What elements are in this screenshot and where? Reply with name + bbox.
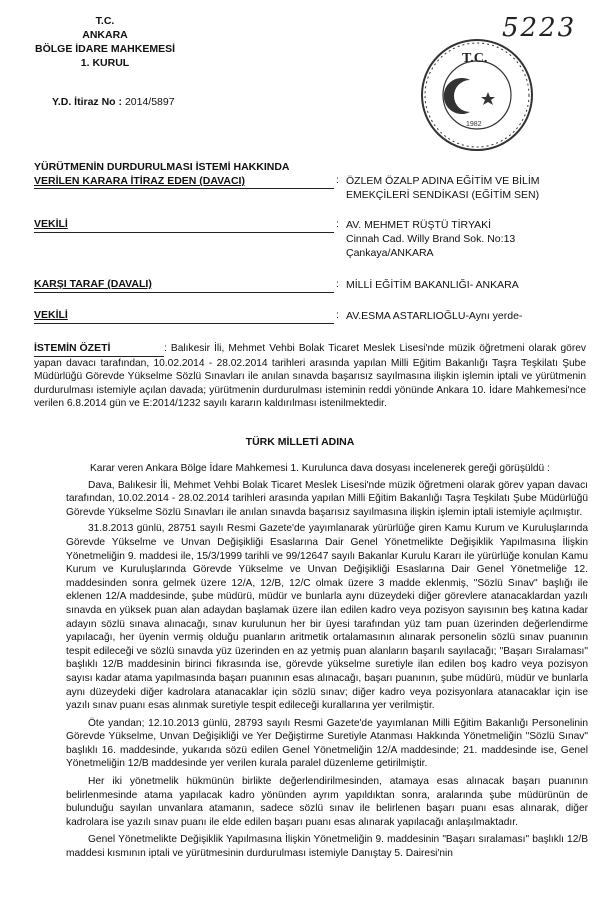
seal-top-text: T.C. [462, 51, 488, 66]
request-summary-label: İSTEMİN ÖZETİ [34, 342, 164, 357]
defendant-colon: : [336, 278, 339, 290]
defendant: MİLLİ EĞİTİM BAKANLIĞI- ANKARA [346, 279, 519, 291]
plaintiff-attorney-rule [34, 232, 334, 233]
body-paragraph-6: Genel Yönetmelikte Değişiklik Yapılmasına İlişkin Yönetmeliğin 9. maddesinin "Başarı sıralaması" başlıklı 12/B maddesi kısmının iptali ve yürütmesinin durdurulması istemiyle Danıştay 5. Dairesi'nin [66, 834, 588, 860]
court-header [20, 14, 190, 70]
defendant-attorney-colon: : [336, 309, 339, 321]
heading [34, 160, 290, 188]
court-seal-icon [418, 36, 536, 154]
plaintiff-line-2: EMEKÇİLERİ SENDİKASI (EĞİTİM SEN) [346, 189, 540, 201]
defendant-rule [34, 292, 334, 293]
plaintiff [346, 174, 591, 202]
defendant-attorney-rule [34, 323, 334, 324]
heading-line-2: VERİLEN KARARA İTİRAZ EDEN (DAVACI) [34, 175, 245, 187]
case-number [52, 96, 175, 108]
case-number-value: 2014/5897 [124, 96, 175, 108]
heading-rule [34, 188, 334, 189]
court-line-2: ANKARA [82, 29, 128, 41]
body-paragraph-1: Karar veren Ankara Bölge İdare Mahkemesi 1. Kurulunca dava dosyası incelenerek gereği görüşüldü : [90, 463, 550, 474]
nation-title: TÜRK MİLLETİ ADINA [245, 436, 355, 448]
heading-line-1: YÜRÜTMENİN DURDURULMASI İSTEMİ HAKKINDA [34, 161, 290, 173]
decision-body [66, 462, 588, 861]
body-paragraph-2: Dava, Balıkesir İli, Mehmet Vehbi Bolak Ticaret Meslek Lisesi'nde müzik öğretmeni olarak görev yapan davacı tarafından, 10.02.2014 - 28.02.2014 tarihleri arasında yapılan Milli Eğitim Bakanlığı Taşra Teşkilatı Şube Müdürlüğü Görevde Yükselme Sözlü Sınavları ile anılan sınavda başarısız sayılmasına ilişkin işlemin iptali istemiyle açılmıştır. [66, 479, 588, 518]
plaintiff-attorney-colon: : [336, 218, 339, 230]
body-paragraph-3: 31.8.2013 günlü, 28751 sayılı Resmi Gazete'de yayımlanarak yürürlüğe giren Kamu Kurum ve Kuruluşlarında Görevde Yükselme ve Unvan Değişikliği Esaslarına Dair Genel Yönetmelikte Değişiklik Yapılmasına İlişkin Yönetmeliğin 9. maddesi ile, 15/3/1999 tarihli ve 99/12647 sayılı Bakanlar Kurulu Kararı ile yürürlüğe konulan Kamu Kurum ve Kuruluşlarında Görevde Yükselme ve Unvan Değişikliği Esaslarına Dair Genel Yönetmeliğe 12. maddesinden sonra gelmek üzere 12/A, 12/B, 12/C olmak üzere 3 madde eklenmiş, "Sözlü Sınav" başlığı ile eklenen 12/A maddesinde, şube müdürü, müdür ve bunlarla aynı düzeydeki diğer görevlere atanacaklardan yazılı sınavda en yüksek puan alan adaydan başlamak üzere ilan edilen kadro veya pozisyon sayısının beş katına kadar adayın sözlü sınava alınacağı, sınav kurulunun her bir üyesi tarafından yüz tam puan üzerinden değerlendirme yapılacağı, her üyenin vermiş olduğu puanların aritmetik ortalamasının alınarak personelin sözlü sınav puanının tespit edileceği ve sözlü sınavda yüz üzerinden en az yetmiş puan alanların başarılı sayılacağı; "Başarı Sıralaması" başlıklı 12/B maddesinin birinci fıkrasında ise, görevde yükselme suretiyle ilan edilen boş kadro veya pozisyon sayısı kadar atama yapılmasında başarı puanının esas alınacağı, başarı puanının, şube müdürü, müdür ve bunlarla aynı düzeydeki diğer kadrolara atanacaklar için sözlü sınav; diğer kadro veya pozisyonlara atanacaklar için ise yazılı sınav puanı esas alınmak suretiyle tespit edileceği kurallarına yer verilmiştir. [66, 523, 588, 712]
plaintiff-attorney-label: VEKİLİ [34, 218, 68, 230]
defendant-attorney-label: VEKİLİ [34, 309, 68, 321]
request-summary-text: : Balıkesir İli, Mehmet Vehbi Bolak Ticaret Meslek Lisesi'nde müzik öğretmeni olarak görev yapan davacı tarafından, 10.02.2014 - 28.02.2014 tarihleri arasında yapılan Milli Eğitim Bakanlığı Taşra Teşkilatı Şube Müdürlüğü Görevde Yükselme Sözlü Sınavları ile anılan sınavda başarısız sayılmasına ilişkin işlemin iptali ve yürütmenin durdurulması istemiyle açılan davada; yürütmenin durdurulması isteminin reddi yönünde Ankara 10. İdare Mahkemesi'nce verilen 6.8.2014 gün ve E:2014/1232 sayılı kararın kaldırılması istenilmektedir. [34, 343, 586, 410]
plaintiff-attorney-address-1: Cinnah Cad. Willy Brand Sok. No:13 [346, 233, 516, 245]
seal-year: 1982 [466, 121, 482, 128]
plaintiff-colon: : [336, 174, 339, 186]
defendant-label: KARŞI TARAF (DAVALI) [34, 278, 152, 290]
body-paragraph-5: Her iki yönetmelik hükmünün birlikte değerlendirilmesinden, atamaya esas alınacak başarı puanının belirlenmesinde atama yapılacak kadro yönünden ayrım yapıldıktan sonra, aralarında şube müdürünün de bulunduğu sayılan unvanlara atamanın, sadece sözlü sınav ile belirlenen başarı puanı esas alınarak, diğer kadrolara ise yazılı sınav puanı ile elde edilen başarı puanı esas alınarak yapılacağı anlaşılmaktadır. [66, 776, 588, 828]
court-line-4: 1. KURUL [80, 57, 130, 69]
plaintiff-attorney-address-2: Çankaya/ANKARA [346, 247, 434, 259]
plaintiff-attorney [346, 218, 591, 260]
case-number-label: Y.D. İtiraz No : [52, 96, 123, 108]
handwritten-number-text: 5223 [502, 13, 577, 43]
plaintiff-attorney-name: AV. MEHMET RÜŞTÜ TİRYAKİ [346, 219, 492, 231]
plaintiff-line-1: ÖZLEM ÖZALP ADINA EĞİTİM VE BİLİM [346, 175, 540, 187]
court-line-3: BÖLGE İDARE MAHKEMESİ [34, 43, 175, 55]
request-summary [34, 342, 586, 411]
body-paragraph-4: Öte yandan; 12.10.2013 günlü, 28793 sayılı Resmi Gazete'de yayımlanan Milli Eğitim Bakanlığı Personelinin Görevde Yükselme, Unvan Değişikliği ve Yer Değiştirme Suretiyle Atanması Hakkında Yönetmeliğin "Sözlü Sınav" başlıklı 16. maddesinde, yukarıda sözü edilen Genel Yönetmeliğin 12/A maddesinde; 21. maddesinde ise, Genel Yönetmeliğin 12/B maddesinde yer verilen kurala paralel düzenleme getirilmiştir. [66, 717, 588, 770]
defendant-attorney: AV.ESMA ASTARLIOĞLU-Aynı yerde- [346, 310, 523, 322]
court-line-1: T.C. [95, 15, 115, 27]
